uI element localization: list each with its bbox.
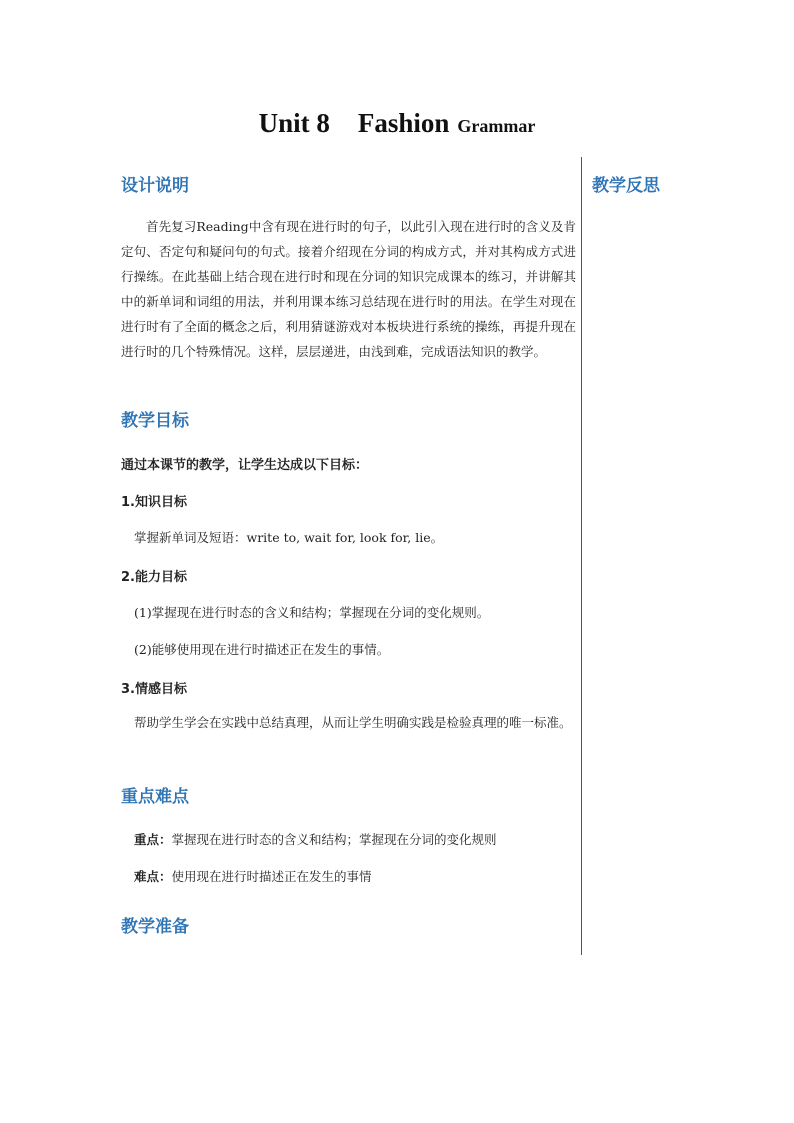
- objectives-heading: 教学目标: [121, 411, 189, 431]
- design-heading: 设计说明: [121, 176, 189, 196]
- reflection-heading: 教学反思: [592, 176, 660, 196]
- knowledge-label: 1.知识目标: [121, 495, 187, 510]
- emotion-label: 3.情感目标: [121, 682, 187, 697]
- ability-label: 2.能力目标: [121, 570, 187, 585]
- knowledge-text: 掌握新单词及短语：write to, wait for, look for, lie。: [134, 530, 444, 545]
- emotion-text: 帮助学生学会在实践中总结真理，从而让学生明确实践是检验真理的唯一标准。: [134, 715, 572, 730]
- ability-item-1: (1)掌握现在进行时态的含义和结构；掌握现在分词的变化规则。: [134, 605, 490, 620]
- title-topic: Fashion: [357, 108, 450, 138]
- column-divider: [581, 157, 582, 955]
- difficult-label: 难点：: [134, 869, 172, 884]
- title-unit: Unit 8: [258, 108, 330, 138]
- key-point: [134, 830, 497, 848]
- key-points-heading: 重点难点: [121, 787, 189, 807]
- key-text: 掌握现在进行时态的含义和结构；掌握现在分词的变化规则: [171, 832, 497, 847]
- key-label: 重点：: [134, 832, 172, 847]
- ability-item-2: (2)能够使用现在进行时描述正在发生的事情。: [134, 642, 390, 657]
- title-subtitle: Grammar: [457, 116, 536, 136]
- objectives-intro: 通过本课节的教学，让学生达成以下目标：: [121, 458, 369, 473]
- difficult-text: 使用现在进行时描述正在发生的事情: [171, 869, 372, 884]
- difficult-point: [134, 867, 372, 885]
- design-text: 首先复习Reading中含有现在进行时的句子，以此引入现在进行时的含义及肯定句、否定句和疑问句的句式。接着介绍现在分词的构成方式，并对其构成方式进行操练。在此基础上结合现在进行时和现在分词的知识完成课本的练习，并讲解其中的新单词和词组的用法，并利用课本练习总结现在进行时的用法。在学生对现在进行时有了全面的概念之后，利用猜谜游戏对本板块进行系统的操练，再提升现在进行时的几个特殊情况。这样，层层递进，由浅到难，完成语法知识的教学。: [121, 219, 576, 359]
- document-title: [0, 108, 794, 139]
- preparation-heading: 教学准备: [121, 917, 189, 937]
